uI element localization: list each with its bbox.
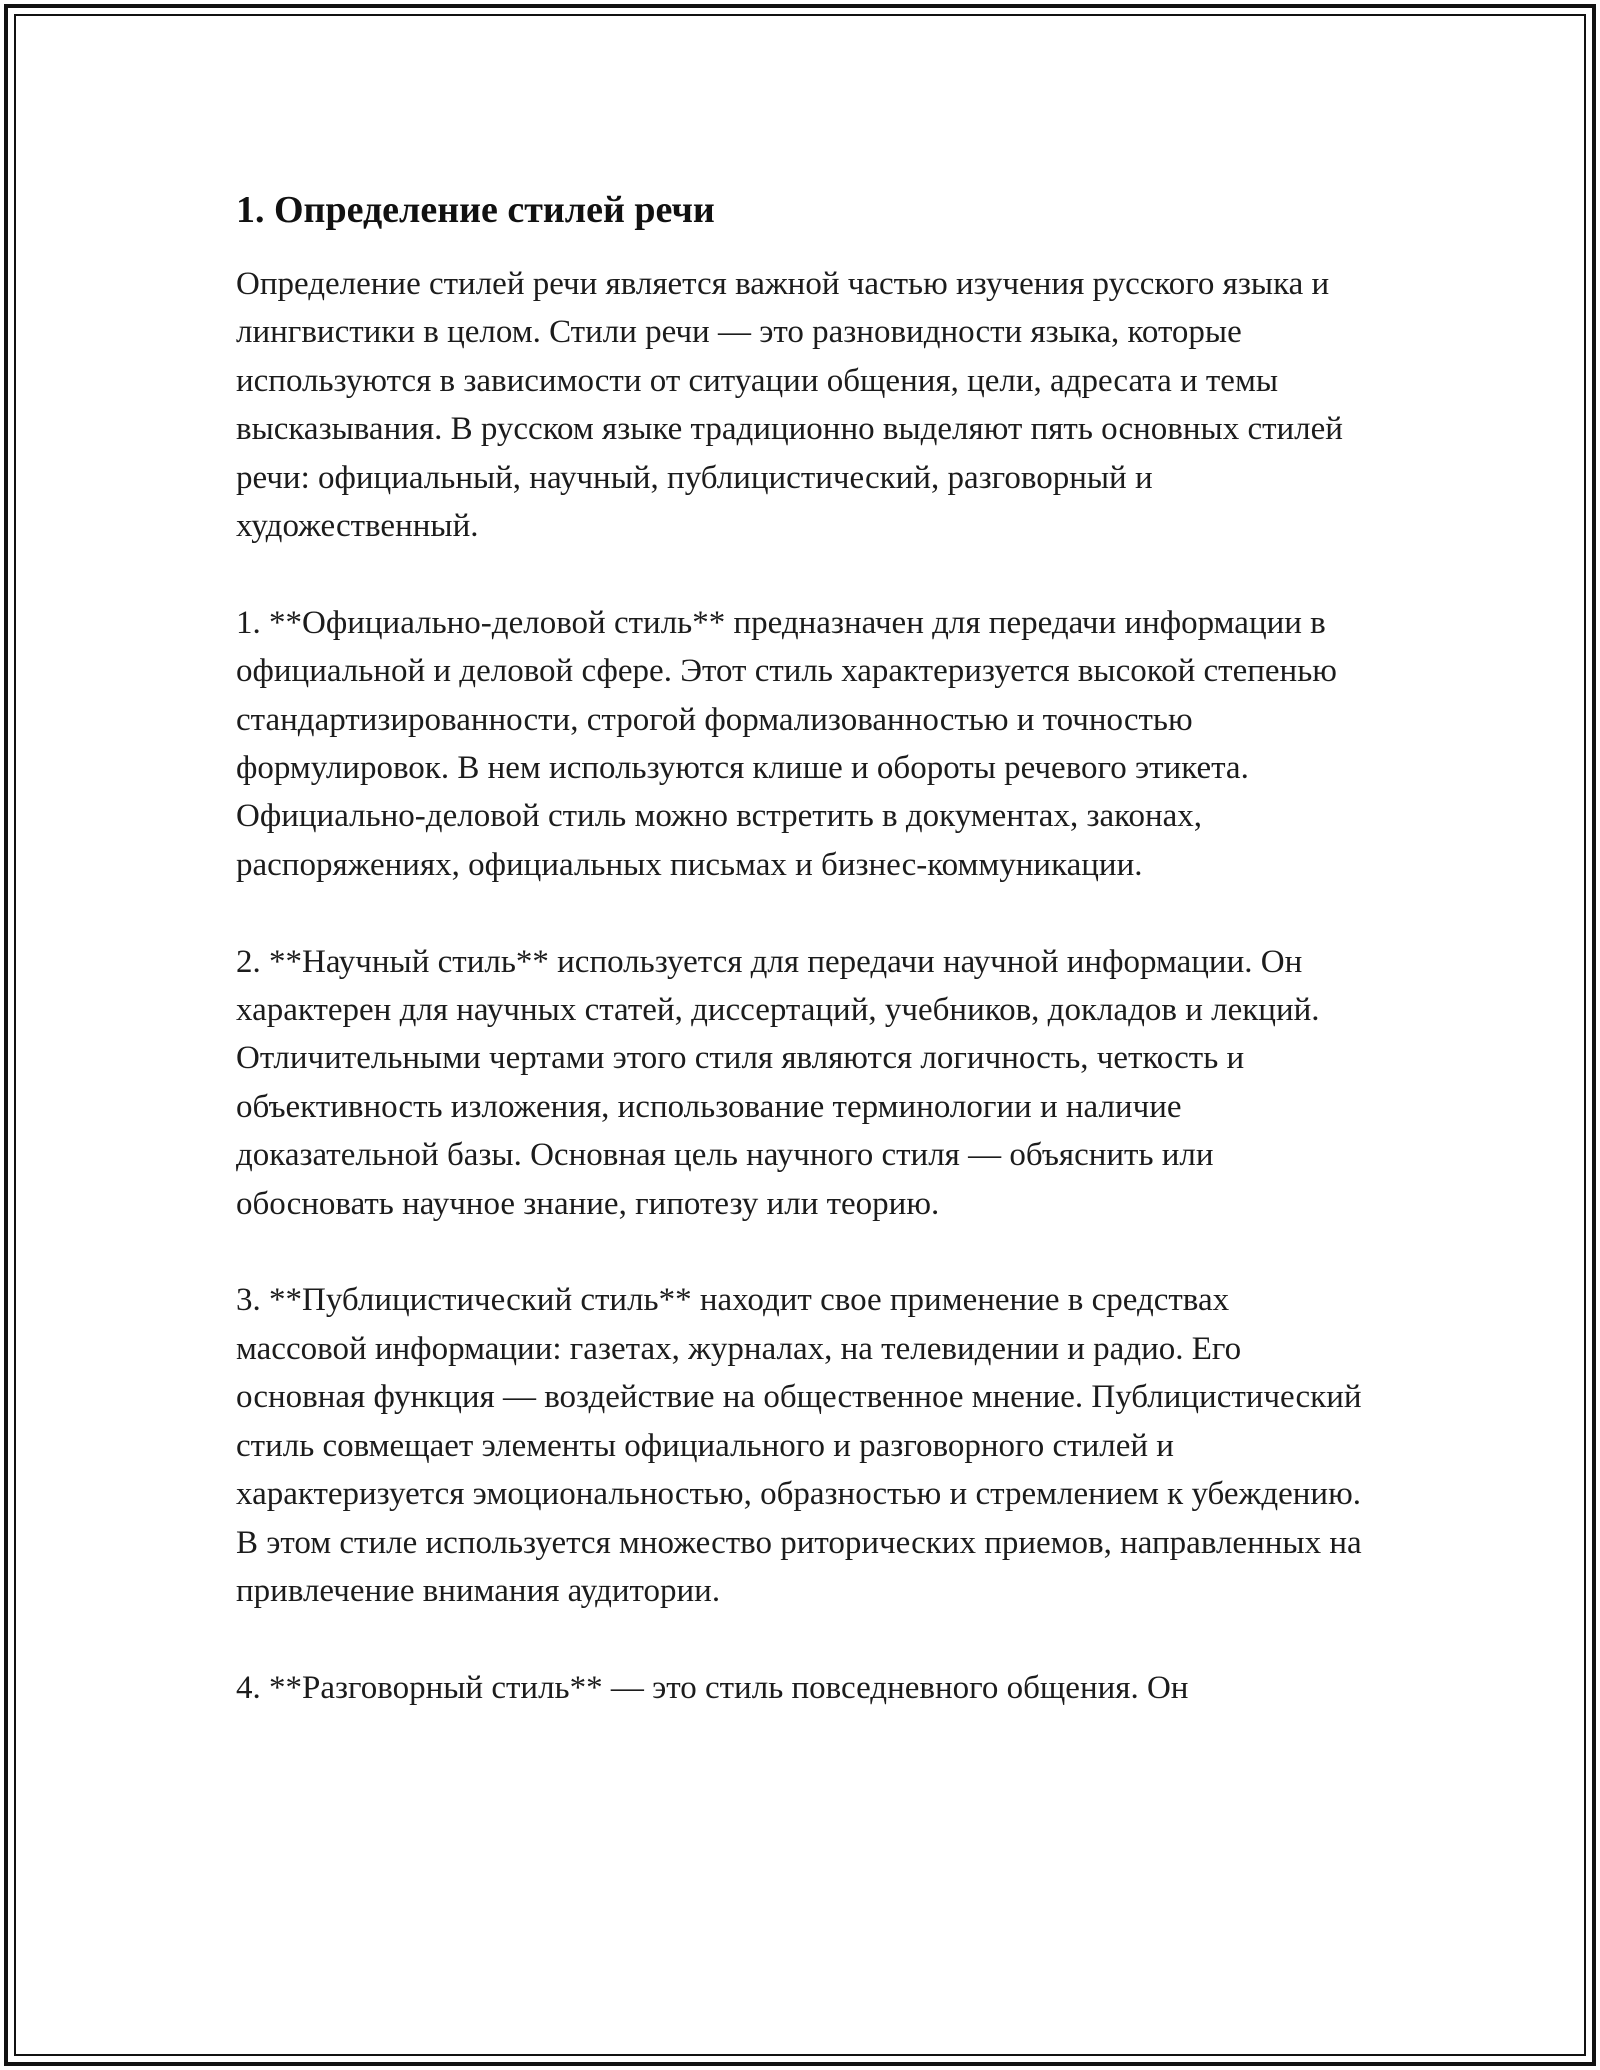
scientific-style-paragraph: 2. **Научный стиль** используется для передачи научной информации. Он характерен для научных статей, диссертаций, учебников, докладов и лекций. Отличительными чертами этого стиля являются логичность, четкость и объективность изложения, использование терминологии и наличие доказательной базы. Основная цель научного стиля — объяснить или обосновать научное знание, гипотезу или теорию.	[236, 943, 1320, 1222]
publicistic-style-paragraph: 3. **Публицистический стиль** находит свое применение в средствах массовой информации: газетах, журналах, на телевидении и радио. Его основная функция — воздействие на общественное мнение. Публицистический стиль совмещает элементы официального и разговорного стилей и характеризуется эмоциональностью, образностью и стремлением к убеждению. В этом стиле используется множество риторических приемов, направленных на привлечение внимания аудитории.	[236, 1282, 1362, 1609]
colloquial-style-paragraph: 4. **Разговорный стиль** — это стиль повседневного общения. Он	[236, 1669, 1189, 1706]
section-heading: 1. Определение стилей речи	[236, 189, 715, 231]
document-body	[236, 186, 1366, 1761]
intro-paragraph: Определение стилей речи является важной частью изучения русского языка и лингвистики в целом. Стили речи — это разновидности языка, которые используются в зависимости от ситуации общения, цели, адресата и темы высказывания. В русском языке традиционно выделяют пять основных стилей речи: официальный, научный, публицистический, разговорный и художественный.	[236, 266, 1343, 545]
official-style-paragraph: 1. **Официально-деловой стиль** предназначен для передачи информации в официальной и деловой сфере. Этот стиль характеризуется высокой степенью стандартизированности, строгой формализованностью и точностью формулировок. В нем используются клише и обороты речевого этикета. Официально-деловой стиль можно встретить в документах, законах, распоряжениях, официальных письмах и бизнес-коммуникации.	[236, 604, 1337, 883]
